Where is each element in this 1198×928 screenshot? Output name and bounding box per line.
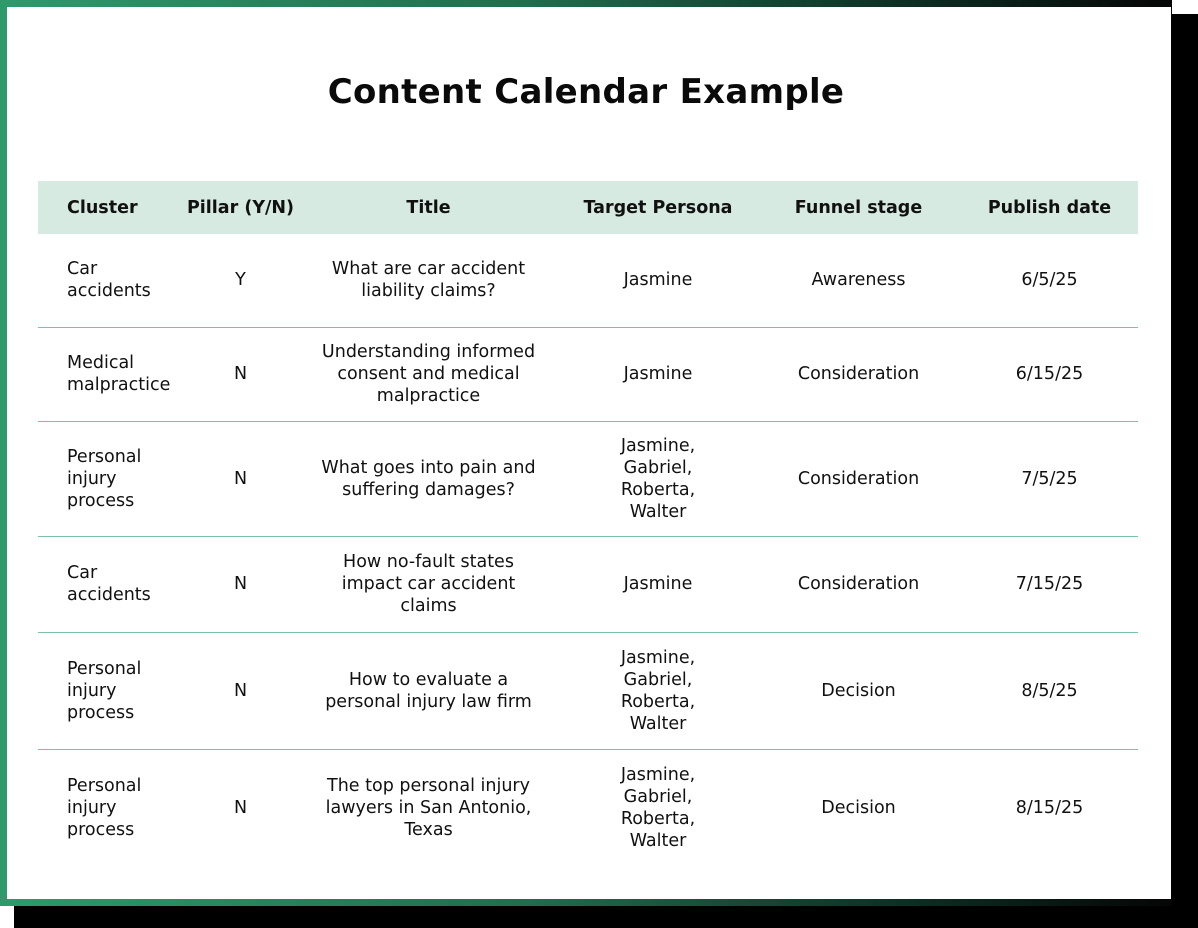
table-row xyxy=(38,632,1138,749)
cell-target-persona-text: Jasmine xyxy=(623,270,693,291)
cell-pillar: N xyxy=(233,680,248,701)
cell-funnel-stage: Consideration xyxy=(797,364,920,384)
cell-publish-date: 8/15/25 xyxy=(1015,798,1084,819)
cell-title-text: Understanding informed consent and medical malpractice xyxy=(321,342,536,406)
cell-target-persona xyxy=(560,536,756,632)
cell-funnel-stage: Decision xyxy=(821,680,896,701)
cell-pillar: Y xyxy=(235,270,246,291)
cell-title xyxy=(297,749,560,867)
cell-title xyxy=(297,632,560,749)
column-header-target-persona: Target Persona xyxy=(583,197,733,218)
cell-title-text: The top personal injury lawyers in San Antonio, Texas xyxy=(325,776,532,841)
table-row xyxy=(38,327,1138,421)
cell-title xyxy=(297,536,560,632)
cell-title-text: How to evaluate a personal injury law firm xyxy=(325,669,532,712)
cell-publish-date: 8/5/25 xyxy=(1021,680,1078,701)
cell-publish-date: 7/5/25 xyxy=(1021,468,1078,489)
cell-target-persona-text: Jasmine, Gabriel, Roberta, Walter xyxy=(620,647,696,734)
cell-title xyxy=(297,234,560,327)
cell-cluster: Car accidents xyxy=(67,563,151,605)
cell-cluster: Medical malpractice xyxy=(67,353,171,395)
cell-title-text: What goes into pain and suffering damages? xyxy=(321,457,536,500)
cell-target-persona xyxy=(560,749,756,867)
page-title: Content Calendar Example xyxy=(327,72,845,112)
table-row xyxy=(38,536,1138,632)
cell-cluster: Personal injury process xyxy=(67,446,142,511)
cell-title-text: What are car accident liability claims? xyxy=(331,259,526,302)
cell-funnel-stage: Decision xyxy=(821,798,896,819)
cell-target-persona-text: Jasmine, Gabriel, Roberta, Walter xyxy=(620,435,696,522)
cell-cluster: Personal injury process xyxy=(67,658,142,723)
cell-funnel-stage: Consideration xyxy=(797,574,920,594)
cell-pillar: N xyxy=(233,798,248,819)
cell-publish-date: 6/5/25 xyxy=(1021,270,1078,291)
table-row xyxy=(38,421,1138,536)
cell-target-persona-text: Jasmine xyxy=(623,574,693,594)
cell-pillar: N xyxy=(233,574,248,594)
cell-title-text: How no-fault states impact car accident claims xyxy=(341,552,516,616)
column-header-title: Title xyxy=(406,197,451,218)
cell-title xyxy=(297,327,560,421)
cell-publish-date: 6/15/25 xyxy=(1015,364,1084,384)
cell-target-persona xyxy=(560,421,756,536)
cell-target-persona xyxy=(560,632,756,749)
cell-target-persona-text: Jasmine, Gabriel, Roberta, Walter xyxy=(620,765,696,852)
cell-target-persona-text: Jasmine xyxy=(623,364,693,384)
column-header-funnel-stage: Funnel stage xyxy=(794,197,923,218)
cell-funnel-stage: Consideration xyxy=(797,468,920,489)
cell-target-persona xyxy=(560,327,756,421)
cell-title xyxy=(297,421,560,536)
cell-pillar: N xyxy=(233,468,248,489)
column-header-cluster: Cluster xyxy=(67,197,138,218)
table-header-row xyxy=(38,181,1138,234)
cell-funnel-stage: Awareness xyxy=(811,270,906,291)
cell-pillar: N xyxy=(233,364,248,384)
cell-cluster: Personal injury process xyxy=(67,776,142,841)
table-row xyxy=(38,234,1138,327)
column-header-publish-date: Publish date xyxy=(987,197,1112,218)
cell-cluster: Car accidents xyxy=(67,259,151,302)
cell-target-persona xyxy=(560,234,756,327)
column-header-pillar: Pillar (Y/N) xyxy=(186,197,295,218)
cell-publish-date: 7/15/25 xyxy=(1015,574,1084,594)
table-row xyxy=(38,749,1138,867)
content-calendar-table xyxy=(38,181,1138,867)
